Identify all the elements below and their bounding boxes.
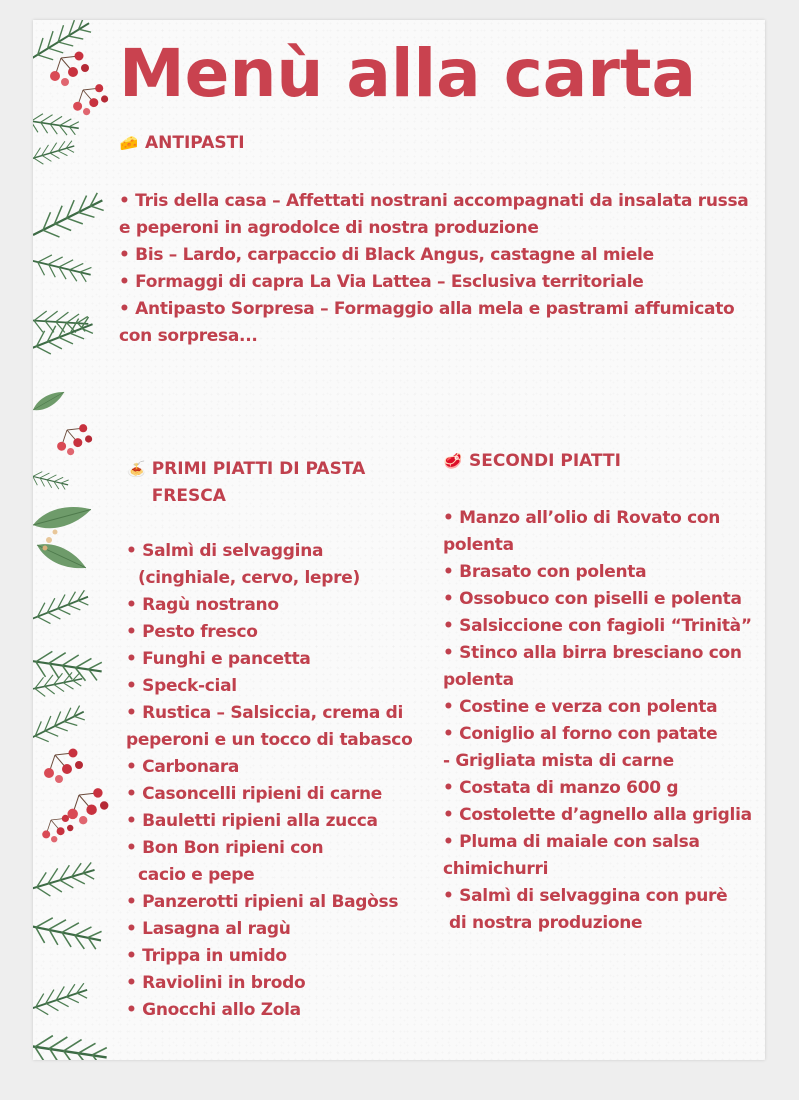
list-item: • Salmì di selvaggina con purè bbox=[443, 886, 728, 906]
antipasti-heading bbox=[119, 130, 245, 157]
list-item: • Stinco alla birra bresciano con polenta bbox=[443, 643, 742, 690]
list-item: cacio e pepe bbox=[138, 865, 255, 885]
list-item: • Ossobuco con piselli e polenta bbox=[443, 589, 742, 609]
list-item: • Funghi e pancetta bbox=[126, 649, 311, 669]
antipasti-heading-label: ANTIPASTI bbox=[145, 133, 245, 153]
spaghetti-icon: 🍝 bbox=[127, 460, 146, 478]
list-item: • Bauletti ripieni alla zucca bbox=[126, 811, 378, 831]
list-item: • Antipasto Sorpresa – Formaggio alla mela e pastrami affumicato con sorpresa... bbox=[119, 299, 735, 346]
list-item: • Casoncelli ripieni di carne bbox=[126, 784, 383, 804]
meat-icon: 🥩 bbox=[443, 452, 463, 470]
secondi-list bbox=[443, 505, 759, 937]
list-item: • Gnocchi allo Zola bbox=[126, 1000, 301, 1020]
list-item: • Costine e verza con polenta bbox=[443, 697, 718, 717]
primi-heading bbox=[127, 456, 417, 510]
list-item: • Salsiccione con fagioli “Trinità” bbox=[443, 616, 752, 636]
list-item: • Ragù nostrano bbox=[126, 595, 279, 615]
secondi-heading-label: SECONDI PIATTI bbox=[469, 451, 621, 471]
list-item: • Carbonara bbox=[126, 757, 240, 777]
secondi-heading bbox=[443, 448, 621, 475]
list-item: • Costata di manzo 600 g bbox=[443, 778, 679, 798]
list-item: • Rustica – Salsiccia, crema di peperoni e un tocco di tabasco bbox=[126, 703, 413, 750]
menu-card bbox=[33, 20, 765, 1060]
page-title: Menù alla carta bbox=[119, 35, 696, 112]
primi-heading-label: PRIMI PIATTI DI PASTA FRESCA bbox=[151, 459, 366, 506]
list-item: • Bis – Lardo, carpaccio di Black Angus, castagne al miele bbox=[119, 245, 654, 265]
list-item: - Grigliata mista di carne bbox=[443, 751, 674, 771]
list-item: • Coniglio al forno con patate bbox=[443, 724, 718, 744]
list-item: • Panzerotti ripieni al Bagòss bbox=[126, 892, 399, 912]
list-item: • Pluma di maiale con salsa chimichurri bbox=[443, 832, 700, 879]
list-item: di nostra produzione bbox=[449, 913, 643, 933]
list-item: • Brasato con polenta bbox=[443, 562, 647, 582]
list-item: • Salmì di selvaggina bbox=[126, 541, 324, 561]
list-item: • Pesto fresco bbox=[126, 622, 258, 642]
cheese-icon: 🧀 bbox=[119, 134, 139, 152]
list-item: • Formaggi di capra La Via Lattea – Esclusiva territoriale bbox=[119, 272, 644, 292]
list-item: • Costolette d’agnello alla griglia bbox=[443, 805, 752, 825]
primi-list bbox=[126, 538, 436, 1024]
list-item: • Trippa in umido bbox=[126, 946, 287, 966]
list-item: • Raviolini in brodo bbox=[126, 973, 306, 993]
list-item: • Tris della casa – Affettati nostrani accompagnati da insalata russa e peperoni in agrodolce di nostra produzione bbox=[119, 191, 749, 238]
list-item: • Lasagna al ragù bbox=[126, 919, 291, 939]
list-item: • Speck-cial bbox=[126, 676, 237, 696]
list-item: (cinghiale, cervo, lepre) bbox=[138, 568, 360, 588]
antipasti-list bbox=[119, 188, 759, 350]
list-item: • Bon Bon ripieni con bbox=[126, 838, 324, 858]
list-item: • Manzo all’olio di Rovato con polenta bbox=[443, 508, 721, 555]
